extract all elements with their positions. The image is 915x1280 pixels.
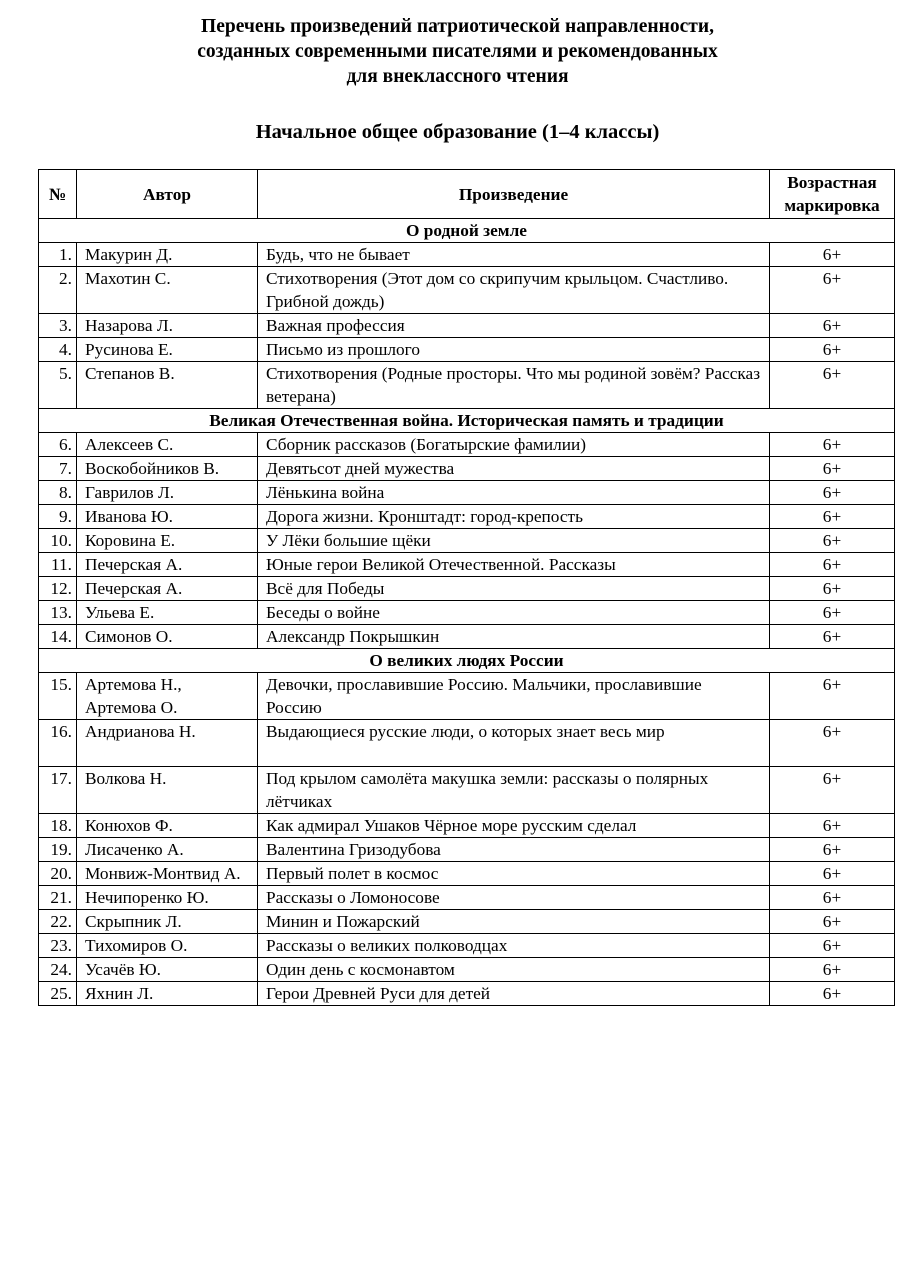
table-row bbox=[39, 362, 895, 409]
row-number: 15. bbox=[39, 673, 77, 720]
row-work: Стихотворения (Этот дом со скрипучим крыльцом. Счастливо. Грибной дождь) bbox=[258, 267, 770, 314]
document-title bbox=[0, 14, 915, 89]
row-author: Андрианова Н. bbox=[77, 720, 258, 767]
row-author: Лисаченко А. bbox=[77, 838, 258, 862]
row-number: 22. bbox=[39, 910, 77, 934]
table-row bbox=[39, 910, 895, 934]
row-number: 2. bbox=[39, 267, 77, 314]
table-row bbox=[39, 625, 895, 649]
table-row bbox=[39, 814, 895, 838]
row-work: Один день с космонавтом bbox=[258, 958, 770, 982]
table-row bbox=[39, 982, 895, 1006]
section-title: Великая Отечественная война. Историческая память и традиции bbox=[39, 409, 895, 433]
row-author: Иванова Ю. bbox=[77, 505, 258, 529]
row-number: 18. bbox=[39, 814, 77, 838]
row-age-rating: 6+ bbox=[770, 814, 895, 838]
row-age-rating: 6+ bbox=[770, 267, 895, 314]
row-work: Важная профессия bbox=[258, 314, 770, 338]
row-age-rating: 6+ bbox=[770, 673, 895, 720]
row-author: Коровина Е. bbox=[77, 529, 258, 553]
document-subtitle: Начальное общее образование (1–4 классы) bbox=[255, 121, 660, 143]
row-author: Воскобойников В. bbox=[77, 457, 258, 481]
row-age-rating: 6+ bbox=[770, 553, 895, 577]
row-age-rating: 6+ bbox=[770, 433, 895, 457]
row-work: Валентина Гризодубова bbox=[258, 838, 770, 862]
row-age-rating: 6+ bbox=[770, 982, 895, 1006]
table-row bbox=[39, 934, 895, 958]
row-work: Минин и Пожарский bbox=[258, 910, 770, 934]
row-age-rating: 6+ bbox=[770, 910, 895, 934]
row-age-rating: 6+ bbox=[770, 577, 895, 601]
row-work: Первый полет в космос bbox=[258, 862, 770, 886]
row-author: Волкова Н. bbox=[77, 767, 258, 814]
column-header-age-line: маркировка bbox=[784, 196, 880, 215]
section-title: О родной земле bbox=[39, 219, 895, 243]
column-header-age-rating bbox=[770, 170, 895, 219]
row-work: Дорога жизни. Кронштадт: город-крепость bbox=[258, 505, 770, 529]
row-work: Письмо из прошлого bbox=[258, 338, 770, 362]
works-table bbox=[38, 169, 895, 1006]
table-row bbox=[39, 767, 895, 814]
row-number: 25. bbox=[39, 982, 77, 1006]
row-author: Усачёв Ю. bbox=[77, 958, 258, 982]
row-age-rating: 6+ bbox=[770, 338, 895, 362]
row-work: Сборник рассказов (Богатырские фамилии) bbox=[258, 433, 770, 457]
row-number: 11. bbox=[39, 553, 77, 577]
row-number: 17. bbox=[39, 767, 77, 814]
row-author: Ульева Е. bbox=[77, 601, 258, 625]
row-number: 8. bbox=[39, 481, 77, 505]
column-header-work: Произведение bbox=[258, 170, 770, 219]
table-row bbox=[39, 243, 895, 267]
row-number: 12. bbox=[39, 577, 77, 601]
row-author: Гаврилов Л. bbox=[77, 481, 258, 505]
row-age-rating: 6+ bbox=[770, 958, 895, 982]
row-age-rating: 6+ bbox=[770, 625, 895, 649]
row-work: Рассказы о Ломоносове bbox=[258, 886, 770, 910]
table-row bbox=[39, 862, 895, 886]
row-age-rating: 6+ bbox=[770, 314, 895, 338]
row-author: Алексеев С. bbox=[77, 433, 258, 457]
row-number: 4. bbox=[39, 338, 77, 362]
section-row bbox=[39, 219, 895, 243]
table-row bbox=[39, 267, 895, 314]
table-row bbox=[39, 720, 895, 767]
column-header-author: Автор bbox=[77, 170, 258, 219]
row-age-rating: 6+ bbox=[770, 505, 895, 529]
table-row bbox=[39, 553, 895, 577]
row-age-rating: 6+ bbox=[770, 529, 895, 553]
row-author: Степанов В. bbox=[77, 362, 258, 409]
row-age-rating: 6+ bbox=[770, 838, 895, 862]
row-number: 7. bbox=[39, 457, 77, 481]
row-work: Рассказы о великих полководцах bbox=[258, 934, 770, 958]
table-row bbox=[39, 481, 895, 505]
table-row bbox=[39, 886, 895, 910]
row-author: Тихомиров О. bbox=[77, 934, 258, 958]
row-work: Лёнькина война bbox=[258, 481, 770, 505]
row-author: Печерская А. bbox=[77, 553, 258, 577]
row-number: 13. bbox=[39, 601, 77, 625]
row-author: Скрыпник Л. bbox=[77, 910, 258, 934]
table-row bbox=[39, 529, 895, 553]
row-work: Всё для Победы bbox=[258, 577, 770, 601]
row-work: Герои Древней Руси для детей bbox=[258, 982, 770, 1006]
row-age-rating: 6+ bbox=[770, 767, 895, 814]
row-work: Как адмирал Ушаков Чёрное море русским сделал bbox=[258, 814, 770, 838]
row-number: 1. bbox=[39, 243, 77, 267]
row-age-rating: 6+ bbox=[770, 481, 895, 505]
row-number: 24. bbox=[39, 958, 77, 982]
table-row bbox=[39, 433, 895, 457]
row-author: Яхнин Л. bbox=[77, 982, 258, 1006]
row-number: 19. bbox=[39, 838, 77, 862]
row-author: Симонов О. bbox=[77, 625, 258, 649]
table-row bbox=[39, 577, 895, 601]
row-author: Макурин Д. bbox=[77, 243, 258, 267]
column-header-number: № bbox=[39, 170, 77, 219]
table-row bbox=[39, 505, 895, 529]
row-work: Будь, что не бывает bbox=[258, 243, 770, 267]
row-age-rating: 6+ bbox=[770, 934, 895, 958]
row-author: Артемова Н., Артемова О. bbox=[77, 673, 258, 720]
row-age-rating: 6+ bbox=[770, 862, 895, 886]
table-row bbox=[39, 673, 895, 720]
row-number: 5. bbox=[39, 362, 77, 409]
column-header-age-line: Возрастная bbox=[787, 173, 877, 192]
row-work: Девятьсот дней мужества bbox=[258, 457, 770, 481]
row-number: 10. bbox=[39, 529, 77, 553]
row-work: Девочки, прославившие Россию. Мальчики, прославившие Россию bbox=[258, 673, 770, 720]
row-age-rating: 6+ bbox=[770, 886, 895, 910]
row-age-rating: 6+ bbox=[770, 720, 895, 767]
table-row bbox=[39, 314, 895, 338]
row-work: Стихотворения (Родные просторы. Что мы родиной зовём? Рассказ ветерана) bbox=[258, 362, 770, 409]
row-number: 3. bbox=[39, 314, 77, 338]
row-work: Александр Покрышкин bbox=[258, 625, 770, 649]
row-number: 23. bbox=[39, 934, 77, 958]
table-row bbox=[39, 457, 895, 481]
row-work: Выдающиеся русские люди, о которых знает весь мир bbox=[258, 720, 770, 767]
section-row bbox=[39, 649, 895, 673]
title-line: созданных современными писателями и рекомендованных bbox=[197, 41, 718, 62]
row-author: Печерская А. bbox=[77, 577, 258, 601]
title-line: для внеклассного чтения bbox=[346, 66, 569, 87]
row-author: Нечипоренко Ю. bbox=[77, 886, 258, 910]
table-body bbox=[39, 219, 895, 1006]
table-row bbox=[39, 958, 895, 982]
row-author: Монвиж-Монтвид А. bbox=[77, 862, 258, 886]
section-title: О великих людях России bbox=[39, 649, 895, 673]
table-row bbox=[39, 338, 895, 362]
row-number: 20. bbox=[39, 862, 77, 886]
row-age-rating: 6+ bbox=[770, 457, 895, 481]
row-age-rating: 6+ bbox=[770, 601, 895, 625]
row-author: Русинова Е. bbox=[77, 338, 258, 362]
row-number: 9. bbox=[39, 505, 77, 529]
title-line: Перечень произведений патриотической направленности, bbox=[201, 16, 714, 37]
row-number: 21. bbox=[39, 886, 77, 910]
row-author: Махотин С. bbox=[77, 267, 258, 314]
row-number: 16. bbox=[39, 720, 77, 767]
row-work: Юные герои Великой Отечественной. Рассказы bbox=[258, 553, 770, 577]
row-number: 6. bbox=[39, 433, 77, 457]
row-author: Конюхов Ф. bbox=[77, 814, 258, 838]
row-age-rating: 6+ bbox=[770, 243, 895, 267]
row-age-rating: 6+ bbox=[770, 362, 895, 409]
table-row bbox=[39, 838, 895, 862]
row-number: 14. bbox=[39, 625, 77, 649]
table-row bbox=[39, 601, 895, 625]
row-work: У Лёки большие щёки bbox=[258, 529, 770, 553]
row-work: Под крылом самолёта макушка земли: рассказы о полярных лётчиках bbox=[258, 767, 770, 814]
table-header-row bbox=[39, 170, 895, 219]
row-author: Назарова Л. bbox=[77, 314, 258, 338]
row-work: Беседы о войне bbox=[258, 601, 770, 625]
section-row bbox=[39, 409, 895, 433]
